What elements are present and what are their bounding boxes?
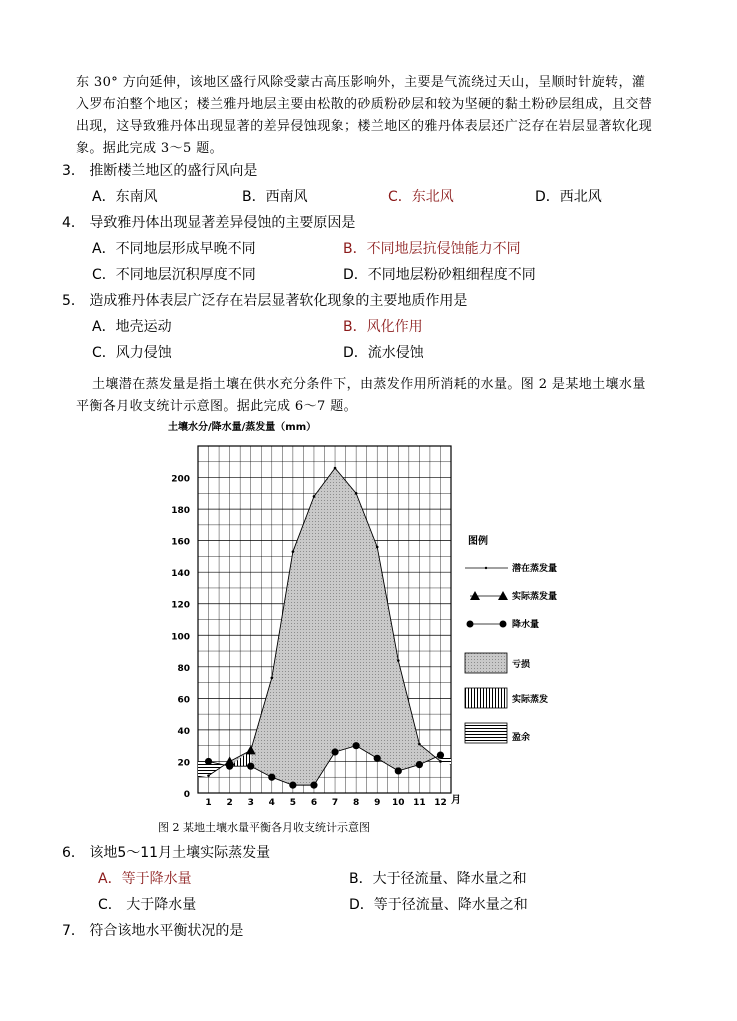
q3-option-b[interactable]: B．西南风 [242, 189, 308, 205]
q4-option-b[interactable]: B．不同地层抗侵蚀能力不同 [343, 241, 521, 257]
y-tick-label: 140 [171, 569, 190, 580]
q3-option-d[interactable]: D．西北风 [535, 189, 602, 205]
q5-option-a[interactable]: A．地壳运动 [92, 319, 172, 335]
question-6-stem: 6． 该地5～11月土壤实际蒸发量 [62, 845, 271, 861]
x-tick-label: 7 [331, 798, 339, 808]
precipitation-point [437, 752, 444, 759]
x-tick-label: 1 [205, 798, 212, 808]
q5-option-b[interactable]: B．风化作用 [343, 319, 423, 335]
y-tick-label: 20 [177, 758, 190, 769]
y-axis-label: 土壤水分/降水量/蒸发量（mm） [168, 422, 317, 433]
x-tick-label: 12 [434, 798, 447, 808]
question-5-stem: 5． 造成雅丹体表层广泛存在岩层显著软化现象的主要地质作用是 [62, 293, 468, 309]
y-tick-label: 0 [183, 790, 190, 800]
intro-line: 东 30° 方向延伸，该地区盛行风除受蒙古高压影响外，主要是气流绕过天山，呈顺时针旋转，灌 [76, 75, 646, 90]
legend-surplus-swatch [465, 723, 507, 743]
intro-paragraph-2 [76, 374, 692, 418]
x-tick-label: 11 [413, 798, 426, 808]
potential-evap-point [292, 550, 295, 553]
intro-line: 平衡各月收支统计示意图。据此完成 6～7 题。 [76, 399, 358, 414]
precipitation-point [353, 742, 360, 749]
precipitation-point [205, 758, 212, 765]
precipitation-point [416, 761, 423, 768]
y-tick-label: 120 [171, 600, 190, 611]
legend-actual-triangle [470, 591, 480, 600]
legend [465, 534, 557, 743]
precipitation-point [374, 755, 381, 762]
q5-option-c[interactable]: C．风力侵蚀 [92, 345, 172, 361]
intro-paragraph-1 [76, 72, 676, 160]
x-axis-unit: 月 [451, 795, 461, 806]
legend-actual-label: 实际蒸发量 [512, 592, 558, 602]
x-tick-label: 4 [268, 798, 275, 808]
legend-actual-triangle [498, 591, 508, 600]
q6-option-b[interactable]: B．大于径流量、降水量之和 [349, 871, 527, 887]
legend-precip-label: 降水量 [512, 620, 540, 630]
potential-evap-point [376, 546, 379, 549]
y-tick-label: 100 [171, 632, 190, 643]
intro-line: 入罗布泊整个地区；楼兰雅丹地层主要由松散的砂质粉砂层和较为坚硬的黏土粉砂层组成，且交替 [76, 97, 653, 112]
x-tick-label: 10 [392, 798, 405, 808]
potential-evap-point [313, 495, 316, 498]
legend-actual-evap-label: 实际蒸发 [512, 695, 549, 705]
q4-option-c[interactable]: C．不同地层沉积厚度不同 [92, 267, 256, 283]
y-tick-label: 200 [171, 474, 190, 485]
question-4-stem: 4． 导致雅丹体出现显著差异侵蚀的主要原因是 [62, 215, 356, 231]
q4-option-d[interactable]: D．不同地层粉砂粗细程度不同 [343, 267, 536, 283]
q6-option-a[interactable]: A．等于降水量 [98, 871, 192, 887]
legend-precip-dot [467, 621, 474, 628]
y-tick-label: 60 [177, 695, 190, 706]
precipitation-point [289, 782, 296, 789]
legend-potential-label: 潜在蒸发量 [512, 564, 558, 574]
legend-title: 图例 [468, 536, 488, 547]
q6-option-d[interactable]: D．等于径流量、降水量之和 [349, 897, 528, 913]
legend-surplus-label: 盈余 [512, 733, 531, 743]
question-3-stem: 3． 推断楼兰地区的盛行风向是 [62, 163, 258, 179]
precipitation-point [395, 767, 402, 774]
legend-potential-dot [485, 567, 487, 569]
y-tick-label: 180 [171, 506, 190, 517]
precipitation-point [247, 763, 254, 770]
question-7-stem: 7． 符合该地水平衡状况的是 [62, 923, 244, 939]
legend-actual-evap-swatch [465, 688, 507, 708]
x-tick-label: 8 [352, 798, 360, 808]
precipitation-point [268, 774, 275, 781]
x-tick-label: 2 [226, 798, 233, 808]
x-tick-label: 9 [374, 798, 381, 808]
q6-option-c[interactable]: C． 大于降水量 [98, 897, 197, 913]
potential-evap-point [334, 467, 337, 470]
potential-evap-point [270, 677, 273, 680]
potential-evap-point [207, 774, 210, 777]
potential-evap-point [397, 659, 400, 662]
x-tick-label: 6 [310, 798, 318, 808]
legend-precip-dot [500, 621, 507, 628]
precipitation-point [331, 748, 338, 755]
potential-evap-point [418, 743, 421, 746]
x-tick-label: 5 [289, 798, 297, 808]
intro-line: 象。据此完成 3～5 题。 [76, 141, 224, 156]
intro-line: 出现，这导致雅丹体出现显著的差异侵蚀现象；楼兰地区的雅丹体表层还广泛存在岩层显著软化现 [76, 119, 653, 134]
y-tick-label: 80 [177, 663, 190, 674]
intro-line: 土壤潜在蒸发量是指土壤在供水充分条件下，由蒸发作用所消耗的水量。图 2 是某地土壤水量 [92, 377, 646, 392]
water-balance-chart [0, 416, 737, 836]
q3-option-a[interactable]: A．东南风 [92, 189, 158, 205]
chart-caption: 图 2 某地土壤水量平衡各月收支统计示意图 [158, 821, 370, 834]
x-tick-label: 3 [247, 798, 254, 808]
legend-deficit-label: 亏损 [512, 660, 531, 670]
q4-option-a[interactable]: A．不同地层形成早晚不同 [92, 241, 256, 257]
precipitation-point [310, 782, 317, 789]
y-tick-label: 40 [177, 726, 190, 737]
potential-evap-point [439, 760, 442, 763]
q3-option-c[interactable]: C．东北风 [388, 189, 454, 205]
legend-deficit-swatch [465, 653, 507, 673]
y-tick-label: 160 [171, 537, 190, 548]
q5-option-d[interactable]: D．流水侵蚀 [343, 345, 424, 361]
potential-evap-point [355, 492, 358, 495]
